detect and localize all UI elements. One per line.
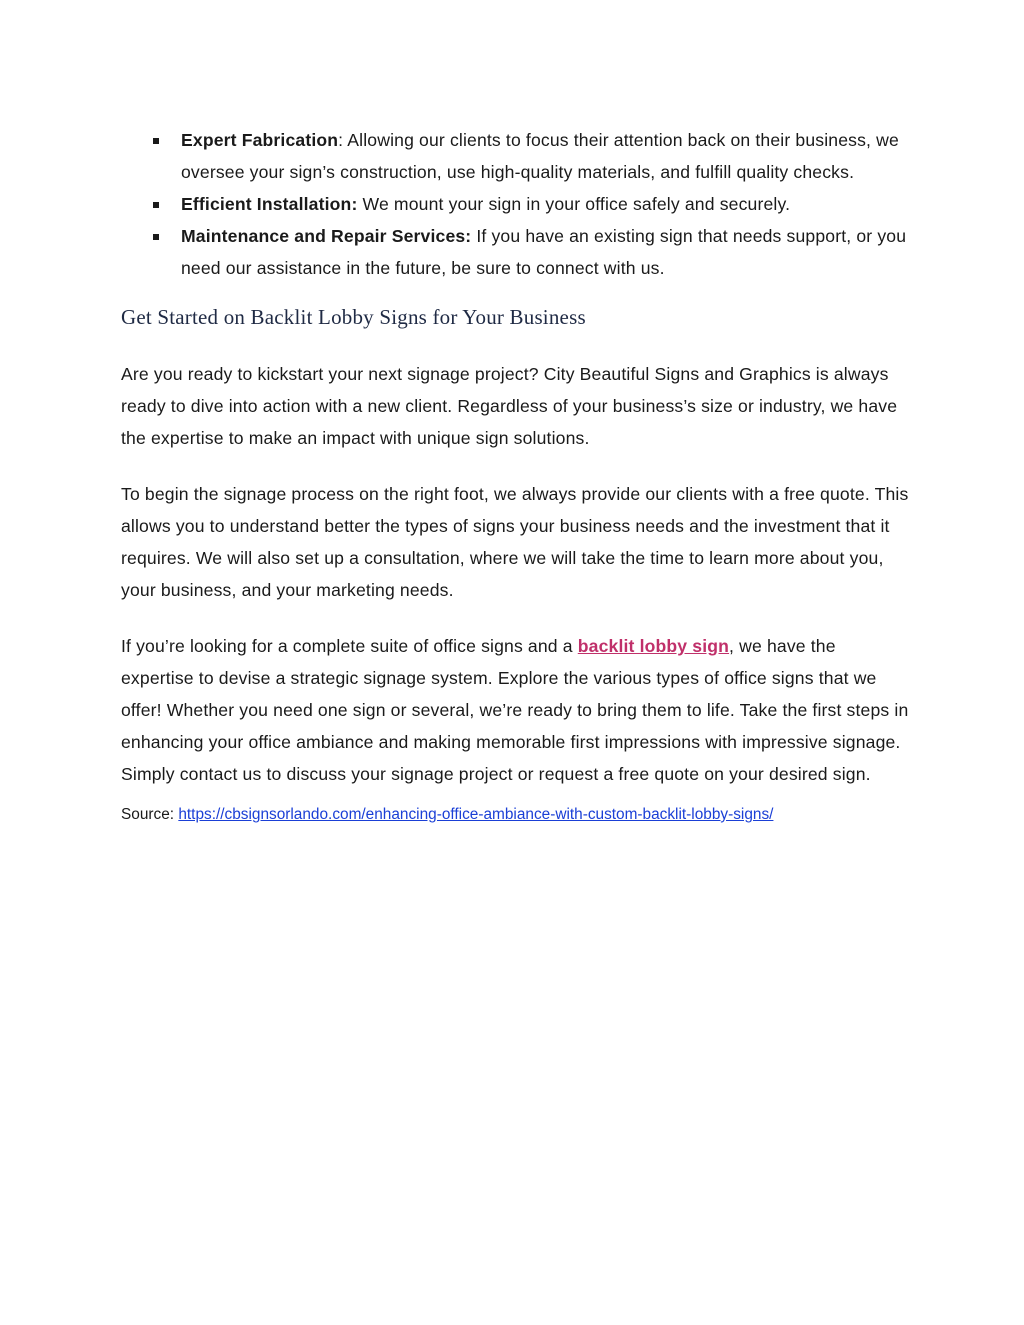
list-item: [121, 124, 911, 188]
backlit-lobby-sign-link[interactable]: backlit lobby sign: [577, 636, 730, 656]
bullet-term: Expert Fabrication: [181, 130, 339, 150]
paragraph-quote: To begin the signage process on the right foot, we always provide our clients with a free quote. This allows you to understand better the types of signs your business needs and the investment that it requires. We will also set up a consultation, where we will take the time to learn more about you, your business, and your marketing needs.: [121, 484, 909, 600]
bullet-term: Efficient Installation:: [181, 194, 358, 214]
square-bullet-icon: [153, 138, 159, 144]
square-bullet-icon: [153, 202, 159, 208]
bullet-text: We mount your sign in your office safely and securely.: [357, 194, 791, 214]
bullet-text: If you have an existing sign that needs support, or you need our assistance in the future, be sure to connect with us.: [181, 226, 907, 278]
list-item: [121, 188, 911, 220]
source-label: Source:: [121, 806, 179, 823]
paragraph-text: If you’re looking for a complete suite of office signs and a: [121, 636, 578, 656]
bullet-term: Maintenance and Repair Services:: [181, 226, 472, 246]
paragraph-intro: Are you ready to kickstart your next signage project? City Beautiful Signs and Graphics is always ready to dive into action with a new client. Regardless of your business’s size or industry, we have the expertise to make an impact with unique sign solutions.: [121, 364, 898, 448]
document-page: [121, 124, 911, 826]
list-item: [121, 220, 911, 284]
bullet-text: Allowing our clients to focus their attention back on their business, we oversee your sign’s construction, use high-quality materials, and fulfill quality checks.: [181, 130, 899, 182]
paragraph-text: , we have the expertise to devise a strategic signage system. Explore the various types of office signs that we offer! Whether you need one sign or several, we’re ready to bring them to life. Take the first steps in enhancing your office ambiance and making memorable first impressions with impressive signage. Simply contact us to discuss your signage project or request a free quote on your desired sign.: [121, 636, 909, 784]
bullet-separator: :: [338, 130, 344, 150]
services-list: [121, 124, 911, 284]
square-bullet-icon: [153, 234, 159, 240]
section-heading: Get Started on Backlit Lobby Signs for Your Business: [121, 305, 586, 329]
source-line: [121, 804, 911, 826]
source-url-link[interactable]: https://cbsignsorlando.com/enhancing-office-ambiance-with-custom-backlit-lobby-signs/: [178, 806, 774, 823]
paragraph-offer: [121, 630, 911, 790]
